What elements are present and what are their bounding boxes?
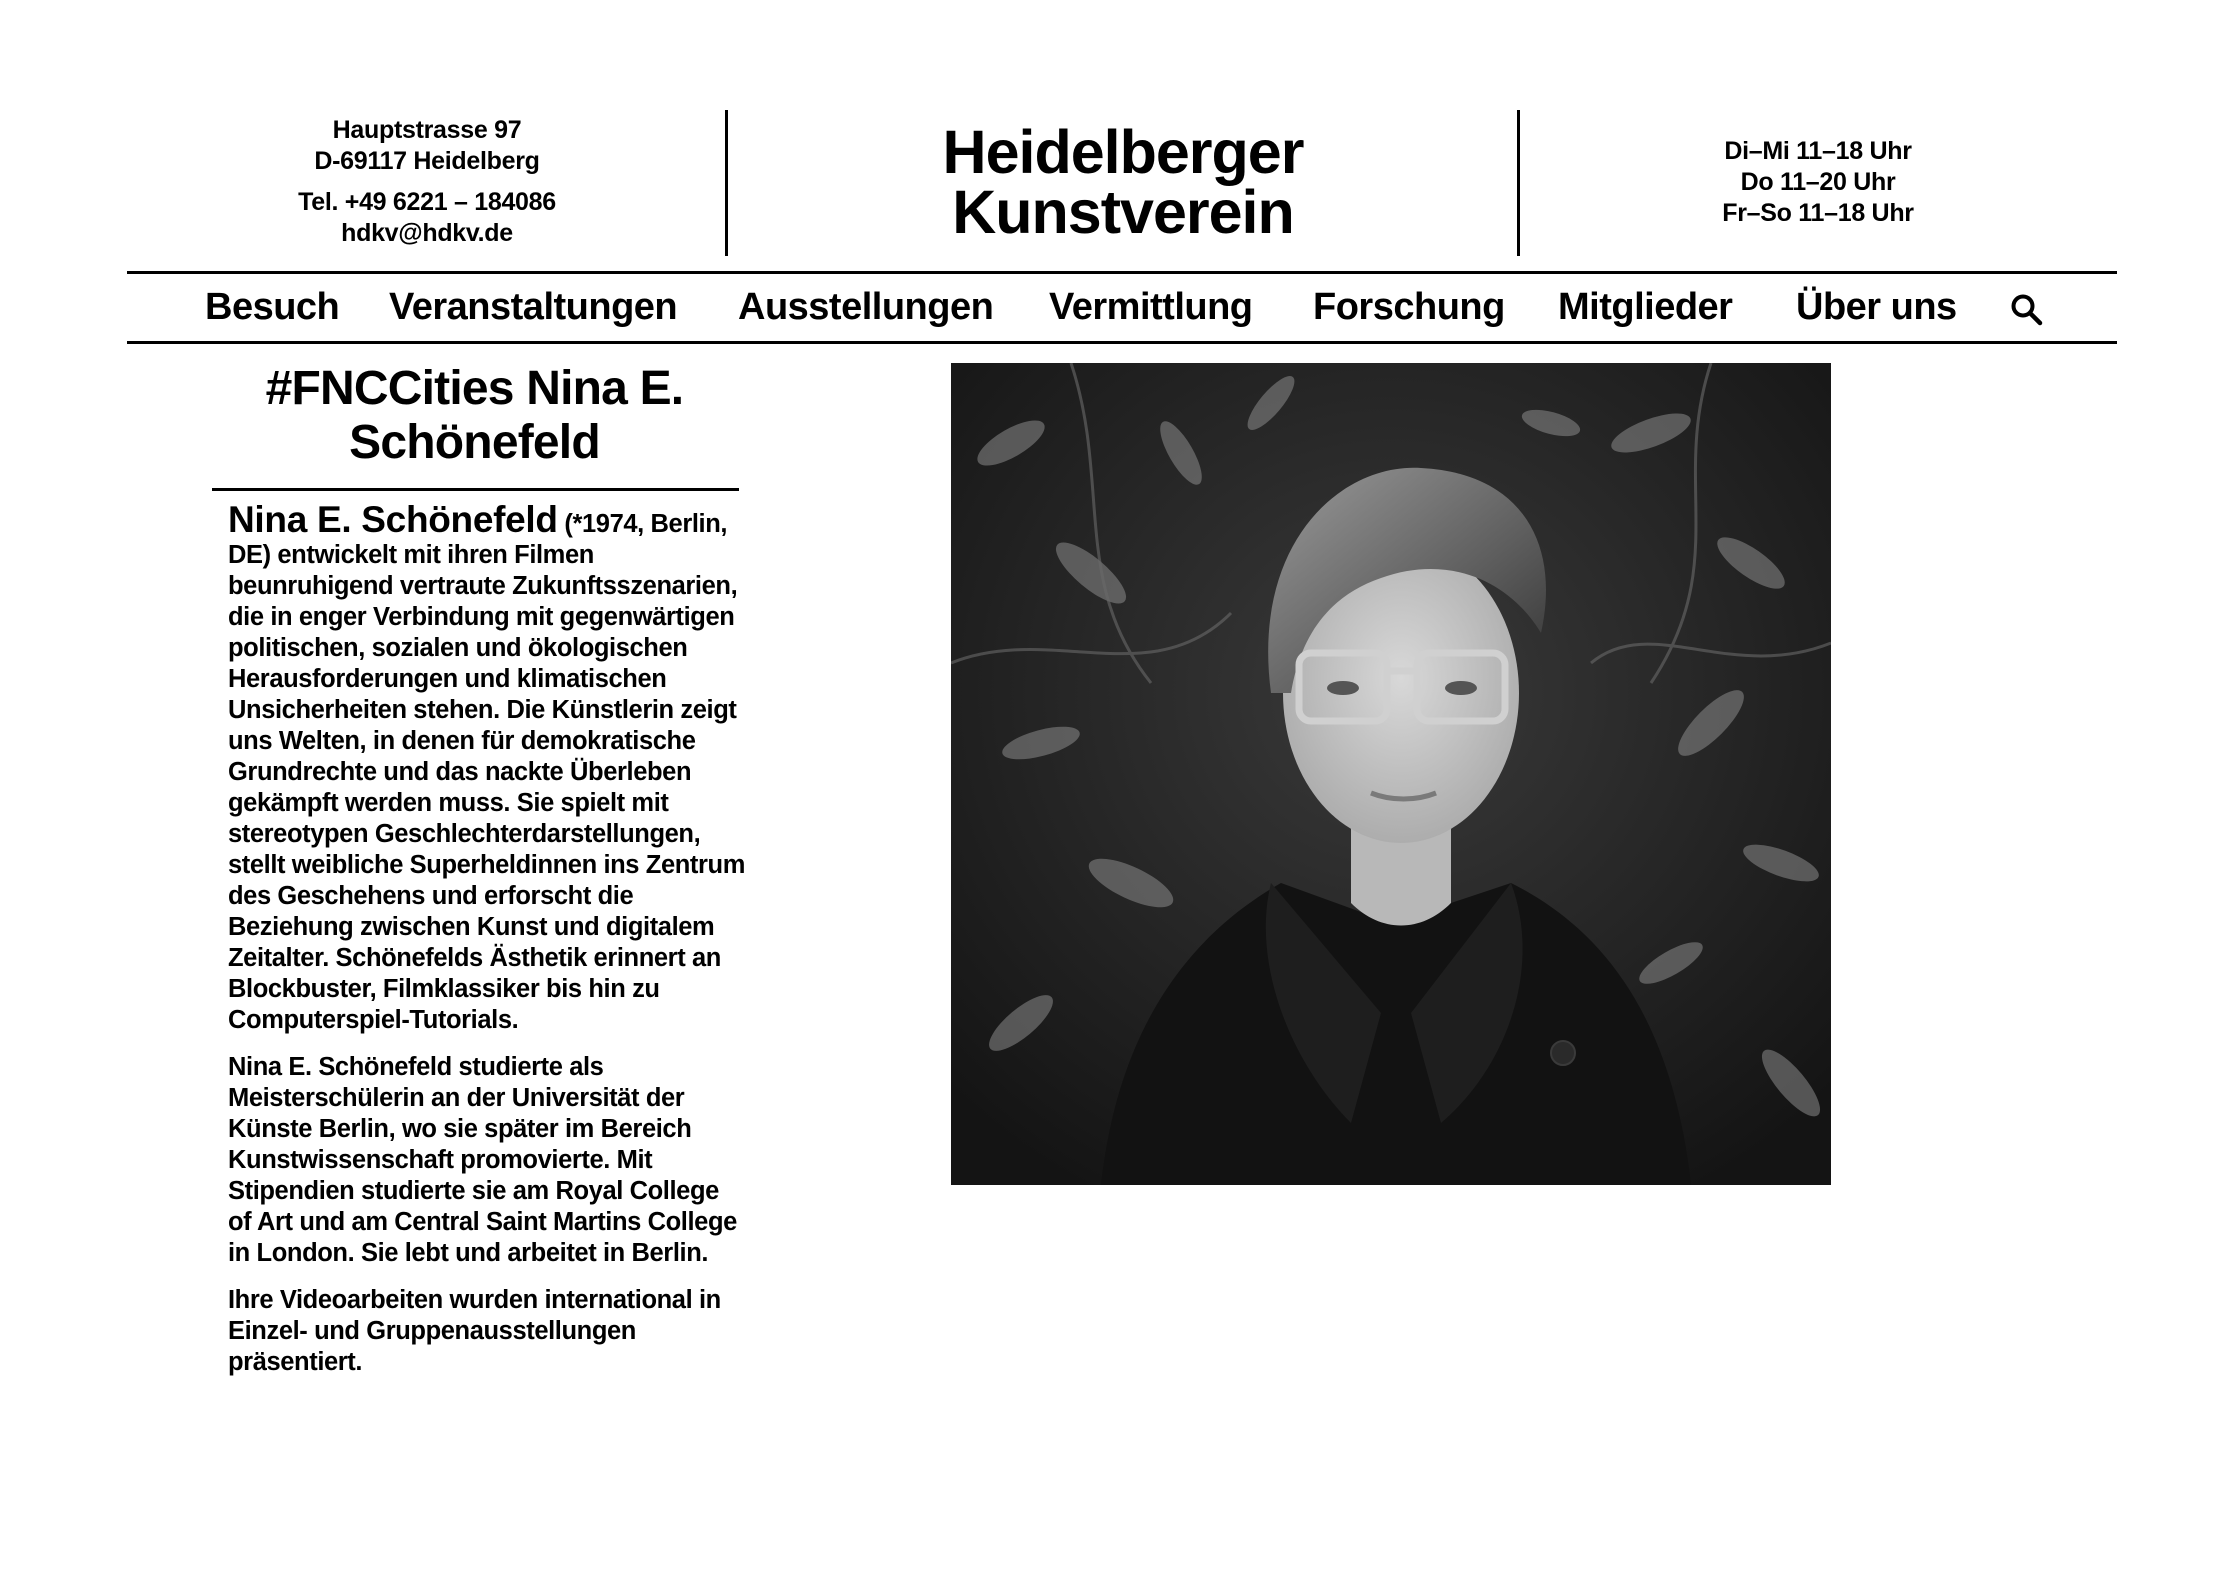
hours-fri-sun: Fr–So 11–18 Uhr (1722, 198, 1914, 227)
nav-item-besuch[interactable]: Besuch (205, 286, 340, 328)
paragraph-intro (228, 500, 748, 1036)
logo-line-1: Heidelberger (942, 118, 1304, 186)
title-rule (212, 488, 739, 491)
artist-dates: (*1974, (564, 510, 644, 538)
nav-item-ausstellungen[interactable]: Ausstellungen (738, 286, 994, 328)
nav-item-forschung[interactable]: Forschung (1313, 286, 1505, 328)
search-icon[interactable] (2010, 293, 2044, 327)
site-logo[interactable] (727, 108, 1519, 256)
nav-item-mitglieder[interactable]: Mitglieder (1558, 286, 1733, 328)
email-link[interactable]: hdkv@hdkv.de (341, 219, 513, 247)
address-city: D-69117 Heidelberg (314, 147, 540, 175)
phone-link[interactable]: Tel. +49 6221 – 184086 (298, 188, 556, 216)
hours-tue-wed: Di–Mi 11–18 Uhr (1724, 136, 1912, 165)
opening-hours (1519, 108, 2117, 256)
contact-block (127, 108, 727, 256)
article-body (228, 500, 748, 1394)
artist-portrait (951, 363, 1831, 1185)
page-title: #FNCCities Nina E. Schönefeld (265, 362, 684, 469)
nav-item-ueber-uns[interactable]: Über uns (1796, 286, 1957, 328)
paragraph-intro-text: Berlin, DE) entwickelt mit ihren Filmen beunruhigend vertraute Zukunftsszenarien, die in enger Verbindung mit gegenwärtigen politischen, sozialen und ökologischen Herausforderungen und klimatischen Unsicherheiten stehen. Die Künstlerin zeigt uns Welten, in denen für demokratische Grundrechte und das nackte Überleben gekämpft werden muss. Sie spielt mit stereotypen Geschlechterdarstellungen, stellt weibliche Superheldinnen ins Zentrum des Geschehens und erforscht die Beziehung zwischen Kunst und digitalem Zeitalter. Schönefelds Ästhetik erinnert an Blockbuster, Filmklassiker bis hin zu Computerspiel-Tutorials. (228, 510, 745, 1034)
main-nav (127, 274, 2117, 341)
nav-item-veranstaltungen[interactable]: Veranstaltungen (389, 286, 678, 328)
hours-thu: Do 11–20 Uhr (1740, 167, 1896, 196)
artist-name: Nina E. Schönefeld (228, 499, 558, 540)
site-header (127, 108, 2117, 256)
logo-line-2: Kunstverein (952, 178, 1294, 246)
paragraph-education: Nina E. Schönefeld studierte als Meisterschülerin an der Universität der Künste Berlin, wo sie später im Bereich Kunstwissenschaft promovierte. Mit Stipendien studierte sie am Royal College of Art und am Central Saint Martins College in London. Sie lebt und arbeitet in Berlin. (228, 1053, 737, 1267)
address-street: Hauptstrasse 97 (332, 116, 522, 144)
paragraph-exhibitions: Ihre Videoarbeiten wurden international in Einzel- und Gruppenausstellungen präsentiert. (228, 1286, 721, 1376)
nav-item-vermittlung[interactable]: Vermittlung (1049, 286, 1253, 328)
nav-bottom-rule (127, 341, 2117, 344)
